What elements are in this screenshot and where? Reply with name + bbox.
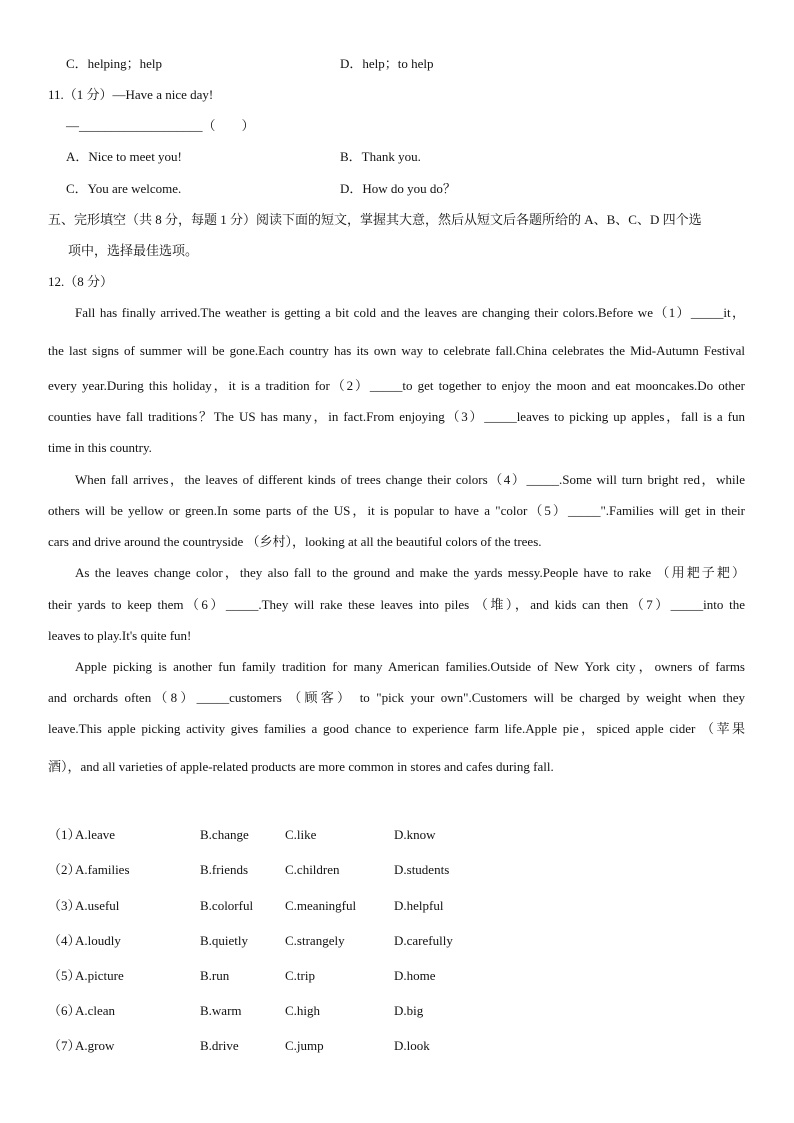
passage-line: time in this country. [48, 440, 152, 455]
q11-answer-blank: —___________________（ ） [66, 118, 255, 133]
option-c: C.high [285, 1003, 321, 1018]
passage-line: Apple picking is another fun family tradition for many American families.Outside of New York city，owners of farms [75, 659, 745, 674]
passage-line: counties have fall traditions？The US has many，in fact.From enjoying（3）_____leaves to picking up apples，fall is a fun [48, 409, 745, 424]
option-b: B.change [200, 827, 249, 842]
passage-line: the last signs of summer will be gone.Each country has its own way to celebrate fall.China celebrates the Mid-Autumn Festival [48, 343, 745, 358]
section-5-instructions-line-1: 五、完形填空（共 8 分，每题 1 分）阅读下面的短文，掌握其大意，然后从短文后各题所给的 A、B、C、D 四个选 [48, 212, 702, 227]
q11-option-c: C．You are welcome. [66, 181, 182, 196]
passage-line: leave.This apple picking activity gives families a good chance to experience farm life.Apple pie，spiced apple cider （苹果 [48, 721, 745, 736]
option-a: A.loudly [75, 933, 121, 948]
option-b: B.warm [200, 1003, 242, 1018]
option-number: （1） [48, 827, 81, 842]
option-d: D.home [394, 968, 436, 983]
passage-line: others will be yellow or green.In some parts of the US，it is popular to have a "color（5）_____".Families will get in their [48, 503, 745, 518]
option-number: （5） [48, 968, 81, 983]
option-b: B.run [200, 968, 230, 983]
option-a: A.leave [75, 827, 116, 842]
option-b: B.quietly [200, 933, 249, 948]
q11-option-b: B．Thank you. [340, 149, 421, 164]
q12-stem: 12.（8 分） [48, 274, 114, 289]
q11-option-a: A．Nice to meet you! [66, 149, 182, 164]
option-number: （6） [48, 1003, 81, 1018]
option-a: A.picture [75, 968, 124, 983]
option-c: C.like [285, 827, 317, 842]
option-c: C.jump [285, 1038, 324, 1053]
section-5-instructions-line-2: 项中，选择最佳选项。 [68, 243, 199, 258]
option-c: C.children [285, 862, 340, 877]
passage-line: Fall has finally arrived.The weather is getting a bit cold and the leaves are changing their colors.Before we（1）_____it， [75, 305, 746, 320]
option-b: B.drive [200, 1038, 239, 1053]
option-a: A.useful [75, 898, 120, 913]
passage-line: leaves to play.It's quite fun! [48, 628, 192, 643]
passage-line: every year.During this holiday，it is a tradition for（2）_____to get together to enjoy the moon and eat mooncakes.Do other [48, 378, 745, 393]
option-b: B.friends [200, 862, 249, 877]
passage-line: and orchards often（8）_____customers （顾客） to "pick your own".Customers will be charged by weight when they [48, 690, 745, 705]
option-b: B.colorful [200, 898, 254, 913]
option-d: D.big [394, 1003, 424, 1018]
option-number: （7） [48, 1038, 81, 1053]
passage-line: 酒），and all varieties of apple-related products are more common in stores and cafes during fall. [48, 759, 554, 774]
option-d: D.students [394, 862, 450, 877]
passage-line: When fall arrives，the leaves of different kinds of trees change their colors（4）_____.Some will turn bright red，while [75, 472, 745, 487]
option-number: （3） [48, 898, 81, 913]
option-d: D.know [394, 827, 436, 842]
option-d: D.helpful [394, 898, 444, 913]
passage-line: As the leaves change color，they also fall to the ground and make the yards messy.People have to rake （用耙子耙） [75, 565, 745, 580]
option-a: A.families [75, 862, 130, 877]
passage-line: their yards to keep them（6）_____.They will rake these leaves into piles （堆），and kids can then（7）_____into the [48, 597, 745, 612]
option-c: C.strangely [285, 933, 345, 948]
option-c: C.meaningful [285, 898, 357, 913]
option-c: C.trip [285, 968, 315, 983]
q10-option-c: C．helping；help [66, 56, 163, 71]
q11-option-d: D．How do you do？ [340, 181, 456, 196]
q11-stem: 11.（1 分）—Have a nice day! [48, 87, 214, 102]
option-d: D.look [394, 1038, 430, 1053]
option-number: （2） [48, 862, 81, 877]
option-d: D.carefully [394, 933, 453, 948]
option-a: A.grow [75, 1038, 115, 1053]
option-a: A.clean [75, 1003, 116, 1018]
passage-line: cars and drive around the countryside （乡村），looking at all the beautiful colors of the trees. [48, 534, 542, 549]
option-number: （4） [48, 933, 81, 948]
q10-option-d: D．help；to help [340, 56, 434, 71]
